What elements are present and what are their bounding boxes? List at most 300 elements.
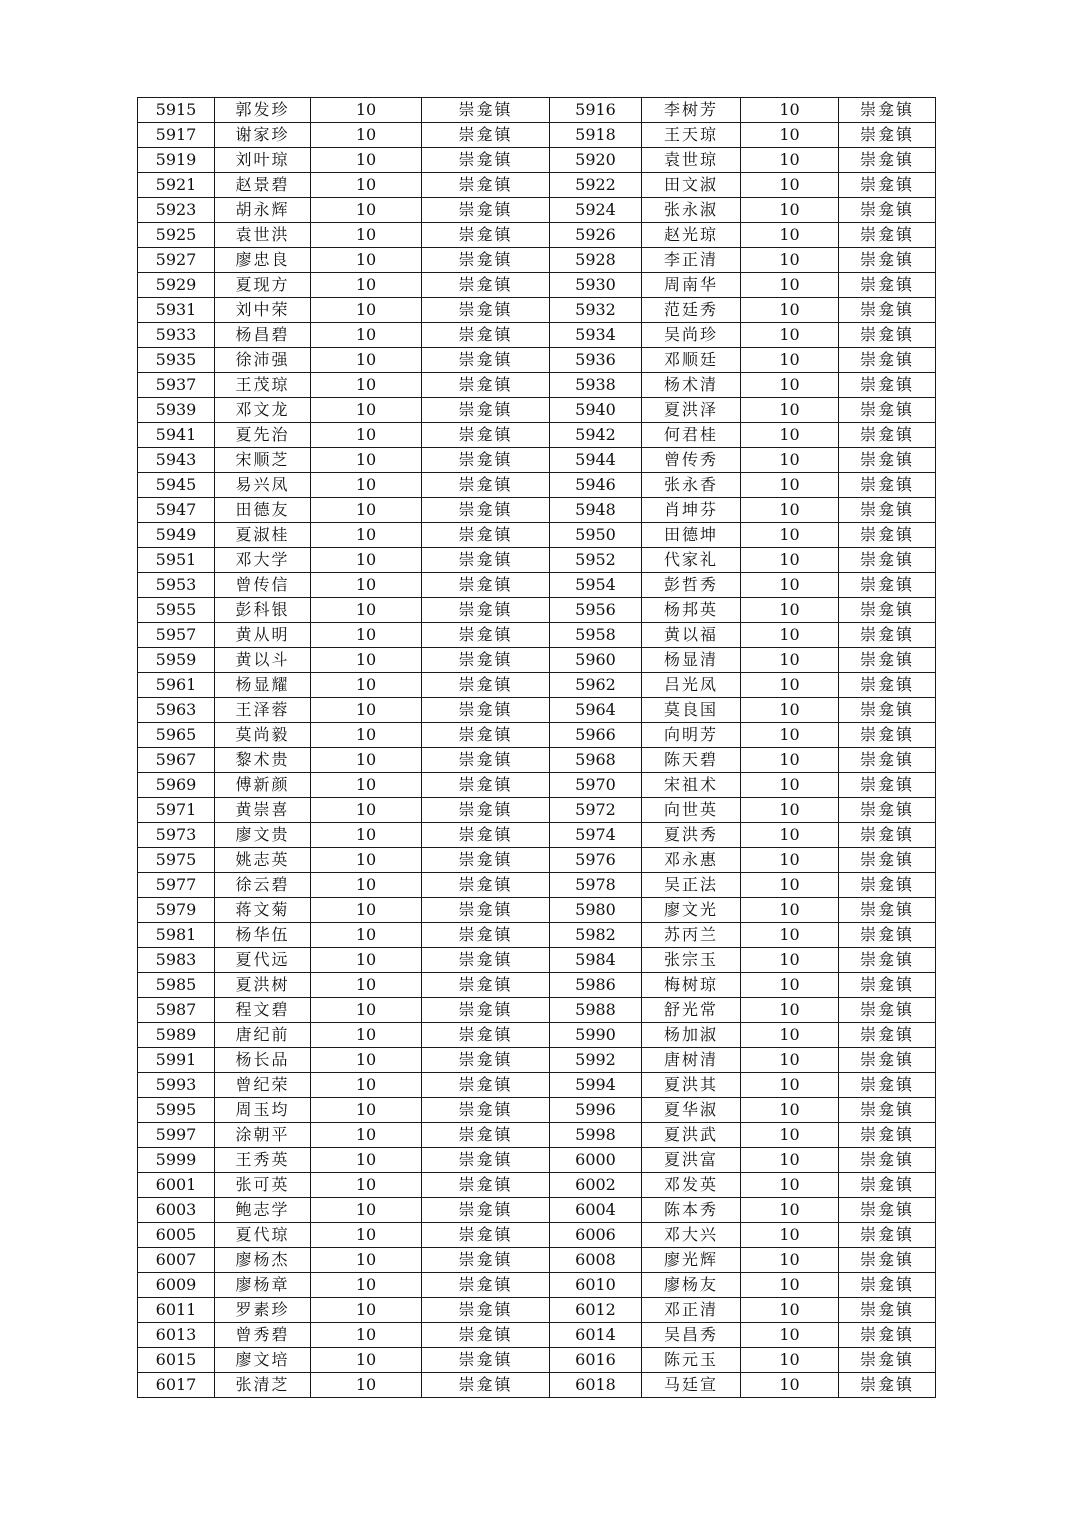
right-id-cell: 5928 (550, 248, 642, 273)
right-name-cell: 杨邦英 (642, 598, 741, 623)
left-name-cell: 邓文龙 (215, 398, 311, 423)
right-town-cell: 崇龛镇 (839, 1073, 936, 1098)
right-name-cell: 张永淑 (642, 198, 741, 223)
left-amount-cell: 10 (311, 723, 422, 748)
left-id-cell: 5955 (138, 598, 215, 623)
table-row (138, 598, 936, 623)
right-id-cell: 5966 (550, 723, 642, 748)
left-name-cell: 傅新颜 (215, 773, 311, 798)
table-row (138, 673, 936, 698)
left-id-cell: 5927 (138, 248, 215, 273)
left-name-cell: 易兴凤 (215, 473, 311, 498)
table-row (138, 223, 936, 248)
table-row (138, 573, 936, 598)
left-amount-cell: 10 (311, 398, 422, 423)
left-town-cell: 崇龛镇 (422, 398, 550, 423)
left-town-cell: 崇龛镇 (422, 673, 550, 698)
right-town-cell: 崇龛镇 (839, 1023, 936, 1048)
table-row (138, 523, 936, 548)
left-amount-cell: 10 (311, 348, 422, 373)
table-row (138, 323, 936, 348)
left-id-cell: 5929 (138, 273, 215, 298)
right-amount-cell: 10 (741, 648, 839, 673)
table-row (138, 923, 936, 948)
table-row (138, 823, 936, 848)
right-amount-cell: 10 (741, 248, 839, 273)
left-town-cell: 崇龛镇 (422, 873, 550, 898)
right-id-cell: 6008 (550, 1248, 642, 1273)
left-id-cell: 5975 (138, 848, 215, 873)
left-town-cell: 崇龛镇 (422, 273, 550, 298)
right-name-cell: 张宗玉 (642, 948, 741, 973)
left-id-cell: 5921 (138, 173, 215, 198)
right-town-cell: 崇龛镇 (839, 498, 936, 523)
left-id-cell: 6017 (138, 1373, 215, 1398)
left-town-cell: 崇龛镇 (422, 898, 550, 923)
left-town-cell: 崇龛镇 (422, 298, 550, 323)
right-amount-cell: 10 (741, 273, 839, 298)
left-name-cell: 曾传信 (215, 573, 311, 598)
right-id-cell: 5982 (550, 923, 642, 948)
right-id-cell: 5952 (550, 548, 642, 573)
left-id-cell: 5915 (138, 98, 215, 123)
left-amount-cell: 10 (311, 923, 422, 948)
right-town-cell: 崇龛镇 (839, 1273, 936, 1298)
left-amount-cell: 10 (311, 148, 422, 173)
right-name-cell: 廖文光 (642, 898, 741, 923)
right-name-cell: 曾传秀 (642, 448, 741, 473)
left-id-cell: 5969 (138, 773, 215, 798)
right-amount-cell: 10 (741, 698, 839, 723)
left-id-cell: 5971 (138, 798, 215, 823)
left-town-cell: 崇龛镇 (422, 1023, 550, 1048)
left-town-cell: 崇龛镇 (422, 823, 550, 848)
right-amount-cell: 10 (741, 873, 839, 898)
right-town-cell: 崇龛镇 (839, 123, 936, 148)
right-amount-cell: 10 (741, 1223, 839, 1248)
left-name-cell: 徐沛强 (215, 348, 311, 373)
left-name-cell: 刘叶琼 (215, 148, 311, 173)
left-town-cell: 崇龛镇 (422, 1248, 550, 1273)
right-id-cell: 5954 (550, 573, 642, 598)
left-id-cell: 5941 (138, 423, 215, 448)
left-id-cell: 5981 (138, 923, 215, 948)
right-id-cell: 5962 (550, 673, 642, 698)
table-row (138, 1073, 936, 1098)
right-town-cell: 崇龛镇 (839, 898, 936, 923)
left-town-cell: 崇龛镇 (422, 1223, 550, 1248)
table-row (138, 898, 936, 923)
right-amount-cell: 10 (741, 848, 839, 873)
right-amount-cell: 10 (741, 348, 839, 373)
right-name-cell: 彭哲秀 (642, 573, 741, 598)
right-id-cell: 5956 (550, 598, 642, 623)
left-town-cell: 崇龛镇 (422, 848, 550, 873)
right-id-cell: 6002 (550, 1173, 642, 1198)
table-row (138, 123, 936, 148)
right-town-cell: 崇龛镇 (839, 1348, 936, 1373)
table-row (138, 398, 936, 423)
right-id-cell: 5922 (550, 173, 642, 198)
left-town-cell: 崇龛镇 (422, 423, 550, 448)
table-row (138, 973, 936, 998)
left-name-cell: 黄以斗 (215, 648, 311, 673)
left-name-cell: 宋顺芝 (215, 448, 311, 473)
right-amount-cell: 10 (741, 173, 839, 198)
right-town-cell: 崇龛镇 (839, 873, 936, 898)
right-amount-cell: 10 (741, 573, 839, 598)
table-row (138, 298, 936, 323)
table-row (138, 1373, 936, 1398)
left-amount-cell: 10 (311, 298, 422, 323)
left-name-cell: 胡永辉 (215, 198, 311, 223)
right-name-cell: 邓顺廷 (642, 348, 741, 373)
right-amount-cell: 10 (741, 623, 839, 648)
right-id-cell: 5994 (550, 1073, 642, 1098)
right-id-cell: 5930 (550, 273, 642, 298)
left-amount-cell: 10 (311, 1123, 422, 1148)
left-id-cell: 6013 (138, 1323, 215, 1348)
right-id-cell: 5946 (550, 473, 642, 498)
left-town-cell: 崇龛镇 (422, 523, 550, 548)
right-id-cell: 5916 (550, 98, 642, 123)
right-name-cell: 邓永惠 (642, 848, 741, 873)
table-row (138, 623, 936, 648)
left-amount-cell: 10 (311, 823, 422, 848)
right-town-cell: 崇龛镇 (839, 1223, 936, 1248)
right-town-cell: 崇龛镇 (839, 1048, 936, 1073)
table-row (138, 173, 936, 198)
right-id-cell: 5986 (550, 973, 642, 998)
left-town-cell: 崇龛镇 (422, 1123, 550, 1148)
left-name-cell: 夏代琼 (215, 1223, 311, 1248)
left-amount-cell: 10 (311, 623, 422, 648)
left-id-cell: 5957 (138, 623, 215, 648)
left-id-cell: 6015 (138, 1348, 215, 1373)
right-name-cell: 舒光常 (642, 998, 741, 1023)
right-town-cell: 崇龛镇 (839, 523, 936, 548)
left-town-cell: 崇龛镇 (422, 173, 550, 198)
left-amount-cell: 10 (311, 1023, 422, 1048)
right-amount-cell: 10 (741, 923, 839, 948)
left-amount-cell: 10 (311, 448, 422, 473)
table-row (138, 848, 936, 873)
left-name-cell: 罗素珍 (215, 1298, 311, 1323)
left-town-cell: 崇龛镇 (422, 948, 550, 973)
left-amount-cell: 10 (311, 248, 422, 273)
left-amount-cell: 10 (311, 873, 422, 898)
left-id-cell: 5953 (138, 573, 215, 598)
left-amount-cell: 10 (311, 798, 422, 823)
right-amount-cell: 10 (741, 448, 839, 473)
right-name-cell: 邓发英 (642, 1173, 741, 1198)
right-name-cell: 夏洪秀 (642, 823, 741, 848)
right-name-cell: 吕光凤 (642, 673, 741, 698)
left-id-cell: 5997 (138, 1123, 215, 1148)
right-town-cell: 崇龛镇 (839, 1098, 936, 1123)
left-name-cell: 王泽蓉 (215, 698, 311, 723)
left-id-cell: 5991 (138, 1048, 215, 1073)
table-row (138, 548, 936, 573)
roster-body (138, 98, 936, 1398)
right-amount-cell: 10 (741, 198, 839, 223)
left-id-cell: 5925 (138, 223, 215, 248)
right-town-cell: 崇龛镇 (839, 1323, 936, 1348)
right-name-cell: 夏洪其 (642, 1073, 741, 1098)
right-id-cell: 5938 (550, 373, 642, 398)
left-town-cell: 崇龛镇 (422, 1198, 550, 1223)
left-id-cell: 5943 (138, 448, 215, 473)
table-row (138, 1323, 936, 1348)
table-row (138, 1048, 936, 1073)
right-amount-cell: 10 (741, 723, 839, 748)
right-id-cell: 5950 (550, 523, 642, 548)
right-amount-cell: 10 (741, 673, 839, 698)
left-name-cell: 张清芝 (215, 1373, 311, 1398)
table-row (138, 373, 936, 398)
right-id-cell: 5976 (550, 848, 642, 873)
left-id-cell: 5939 (138, 398, 215, 423)
table-row (138, 948, 936, 973)
left-amount-cell: 10 (311, 198, 422, 223)
right-id-cell: 6000 (550, 1148, 642, 1173)
right-name-cell: 田德坤 (642, 523, 741, 548)
left-id-cell: 5963 (138, 698, 215, 723)
left-town-cell: 崇龛镇 (422, 123, 550, 148)
right-name-cell: 莫良国 (642, 698, 741, 723)
left-amount-cell: 10 (311, 123, 422, 148)
table-row (138, 1173, 936, 1198)
right-id-cell: 6004 (550, 1198, 642, 1223)
right-id-cell: 5960 (550, 648, 642, 673)
right-amount-cell: 10 (741, 948, 839, 973)
left-town-cell: 崇龛镇 (422, 1323, 550, 1348)
left-id-cell: 5935 (138, 348, 215, 373)
left-name-cell: 黎术贵 (215, 748, 311, 773)
right-name-cell: 向明芳 (642, 723, 741, 748)
left-id-cell: 5945 (138, 473, 215, 498)
left-name-cell: 周玉均 (215, 1098, 311, 1123)
right-name-cell: 邓正清 (642, 1298, 741, 1323)
left-amount-cell: 10 (311, 998, 422, 1023)
right-id-cell: 5958 (550, 623, 642, 648)
left-name-cell: 杨华伍 (215, 923, 311, 948)
left-amount-cell: 10 (311, 1148, 422, 1173)
right-town-cell: 崇龛镇 (839, 298, 936, 323)
table-row (138, 273, 936, 298)
left-amount-cell: 10 (311, 323, 422, 348)
right-id-cell: 5974 (550, 823, 642, 848)
right-amount-cell: 10 (741, 998, 839, 1023)
left-town-cell: 崇龛镇 (422, 198, 550, 223)
left-amount-cell: 10 (311, 573, 422, 598)
right-name-cell: 赵光琼 (642, 223, 741, 248)
left-town-cell: 崇龛镇 (422, 723, 550, 748)
right-id-cell: 5926 (550, 223, 642, 248)
right-name-cell: 杨显清 (642, 648, 741, 673)
left-name-cell: 杨昌碧 (215, 323, 311, 348)
right-town-cell: 崇龛镇 (839, 948, 936, 973)
right-name-cell: 陈天碧 (642, 748, 741, 773)
right-id-cell: 6012 (550, 1298, 642, 1323)
table-row (138, 698, 936, 723)
left-amount-cell: 10 (311, 1223, 422, 1248)
right-name-cell: 王天琼 (642, 123, 741, 148)
table-row (138, 498, 936, 523)
left-name-cell: 鲍志学 (215, 1198, 311, 1223)
left-id-cell: 5977 (138, 873, 215, 898)
left-id-cell: 5989 (138, 1023, 215, 1048)
left-town-cell: 崇龛镇 (422, 773, 550, 798)
left-town-cell: 崇龛镇 (422, 1148, 550, 1173)
right-amount-cell: 10 (741, 373, 839, 398)
right-name-cell: 邓大兴 (642, 1223, 741, 1248)
left-id-cell: 6005 (138, 1223, 215, 1248)
right-id-cell: 6016 (550, 1348, 642, 1373)
right-id-cell: 5918 (550, 123, 642, 148)
left-amount-cell: 10 (311, 173, 422, 198)
left-amount-cell: 10 (311, 423, 422, 448)
left-amount-cell: 10 (311, 1348, 422, 1373)
left-town-cell: 崇龛镇 (422, 148, 550, 173)
left-amount-cell: 10 (311, 523, 422, 548)
table-row (138, 873, 936, 898)
left-name-cell: 莫尚毅 (215, 723, 311, 748)
table-row (138, 1023, 936, 1048)
right-name-cell: 廖光辉 (642, 1248, 741, 1273)
left-town-cell: 崇龛镇 (422, 248, 550, 273)
right-name-cell: 张永香 (642, 473, 741, 498)
left-amount-cell: 10 (311, 1323, 422, 1348)
left-id-cell: 6009 (138, 1273, 215, 1298)
right-town-cell: 崇龛镇 (839, 998, 936, 1023)
right-name-cell: 李树芳 (642, 98, 741, 123)
left-town-cell: 崇龛镇 (422, 573, 550, 598)
left-name-cell: 张可英 (215, 1173, 311, 1198)
right-id-cell: 5992 (550, 1048, 642, 1073)
left-id-cell: 5923 (138, 198, 215, 223)
left-name-cell: 杨长品 (215, 1048, 311, 1073)
right-name-cell: 代家礼 (642, 548, 741, 573)
left-amount-cell: 10 (311, 1098, 422, 1123)
left-amount-cell: 10 (311, 1048, 422, 1073)
right-town-cell: 崇龛镇 (839, 1173, 936, 1198)
left-id-cell: 5919 (138, 148, 215, 173)
right-town-cell: 崇龛镇 (839, 1373, 936, 1398)
table-row (138, 773, 936, 798)
right-amount-cell: 10 (741, 323, 839, 348)
left-name-cell: 杨显耀 (215, 673, 311, 698)
right-town-cell: 崇龛镇 (839, 723, 936, 748)
right-town-cell: 崇龛镇 (839, 198, 936, 223)
left-amount-cell: 10 (311, 1298, 422, 1323)
right-town-cell: 崇龛镇 (839, 98, 936, 123)
right-amount-cell: 10 (741, 1248, 839, 1273)
right-id-cell: 5932 (550, 298, 642, 323)
right-town-cell: 崇龛镇 (839, 973, 936, 998)
right-amount-cell: 10 (741, 98, 839, 123)
left-amount-cell: 10 (311, 1248, 422, 1273)
left-name-cell: 曾纪荣 (215, 1073, 311, 1098)
right-id-cell: 5934 (550, 323, 642, 348)
right-name-cell: 夏华淑 (642, 1098, 741, 1123)
right-name-cell: 李正清 (642, 248, 741, 273)
right-name-cell: 夏洪武 (642, 1123, 741, 1148)
left-town-cell: 崇龛镇 (422, 1373, 550, 1398)
left-amount-cell: 10 (311, 773, 422, 798)
left-town-cell: 崇龛镇 (422, 598, 550, 623)
left-amount-cell: 10 (311, 1273, 422, 1298)
right-id-cell: 6006 (550, 1223, 642, 1248)
left-name-cell: 姚志英 (215, 848, 311, 873)
left-town-cell: 崇龛镇 (422, 98, 550, 123)
right-id-cell: 5980 (550, 898, 642, 923)
left-amount-cell: 10 (311, 698, 422, 723)
right-town-cell: 崇龛镇 (839, 698, 936, 723)
right-name-cell: 何君桂 (642, 423, 741, 448)
right-amount-cell: 10 (741, 1048, 839, 1073)
right-town-cell: 崇龛镇 (839, 1148, 936, 1173)
left-name-cell: 蒋文菊 (215, 898, 311, 923)
right-name-cell: 田文淑 (642, 173, 741, 198)
table-row (138, 98, 936, 123)
right-amount-cell: 10 (741, 773, 839, 798)
table-row (138, 748, 936, 773)
left-name-cell: 徐云碧 (215, 873, 311, 898)
left-amount-cell: 10 (311, 373, 422, 398)
right-town-cell: 崇龛镇 (839, 798, 936, 823)
left-id-cell: 5995 (138, 1098, 215, 1123)
left-amount-cell: 10 (311, 598, 422, 623)
left-amount-cell: 10 (311, 848, 422, 873)
right-name-cell: 夏洪富 (642, 1148, 741, 1173)
left-town-cell: 崇龛镇 (422, 1098, 550, 1123)
right-name-cell: 肖坤芬 (642, 498, 741, 523)
right-amount-cell: 10 (741, 823, 839, 848)
left-name-cell: 夏先治 (215, 423, 311, 448)
right-amount-cell: 10 (741, 523, 839, 548)
right-id-cell: 5948 (550, 498, 642, 523)
right-name-cell: 范廷秀 (642, 298, 741, 323)
right-amount-cell: 10 (741, 1148, 839, 1173)
left-town-cell: 崇龛镇 (422, 623, 550, 648)
table-row (138, 448, 936, 473)
right-amount-cell: 10 (741, 1273, 839, 1298)
right-town-cell: 崇龛镇 (839, 848, 936, 873)
left-name-cell: 郭发珍 (215, 98, 311, 123)
left-amount-cell: 10 (311, 273, 422, 298)
left-id-cell: 5973 (138, 823, 215, 848)
left-town-cell: 崇龛镇 (422, 998, 550, 1023)
right-amount-cell: 10 (741, 748, 839, 773)
right-amount-cell: 10 (741, 1123, 839, 1148)
left-name-cell: 程文碧 (215, 998, 311, 1023)
right-amount-cell: 10 (741, 598, 839, 623)
left-id-cell: 5965 (138, 723, 215, 748)
left-id-cell: 6003 (138, 1198, 215, 1223)
left-name-cell: 廖文培 (215, 1348, 311, 1373)
left-amount-cell: 10 (311, 1073, 422, 1098)
left-name-cell: 赵景碧 (215, 173, 311, 198)
right-name-cell: 宋祖术 (642, 773, 741, 798)
left-town-cell: 崇龛镇 (422, 548, 550, 573)
right-id-cell: 5972 (550, 798, 642, 823)
right-name-cell: 唐树清 (642, 1048, 741, 1073)
right-id-cell: 5968 (550, 748, 642, 773)
right-name-cell: 吴昌秀 (642, 1323, 741, 1348)
right-town-cell: 崇龛镇 (839, 248, 936, 273)
left-amount-cell: 10 (311, 223, 422, 248)
